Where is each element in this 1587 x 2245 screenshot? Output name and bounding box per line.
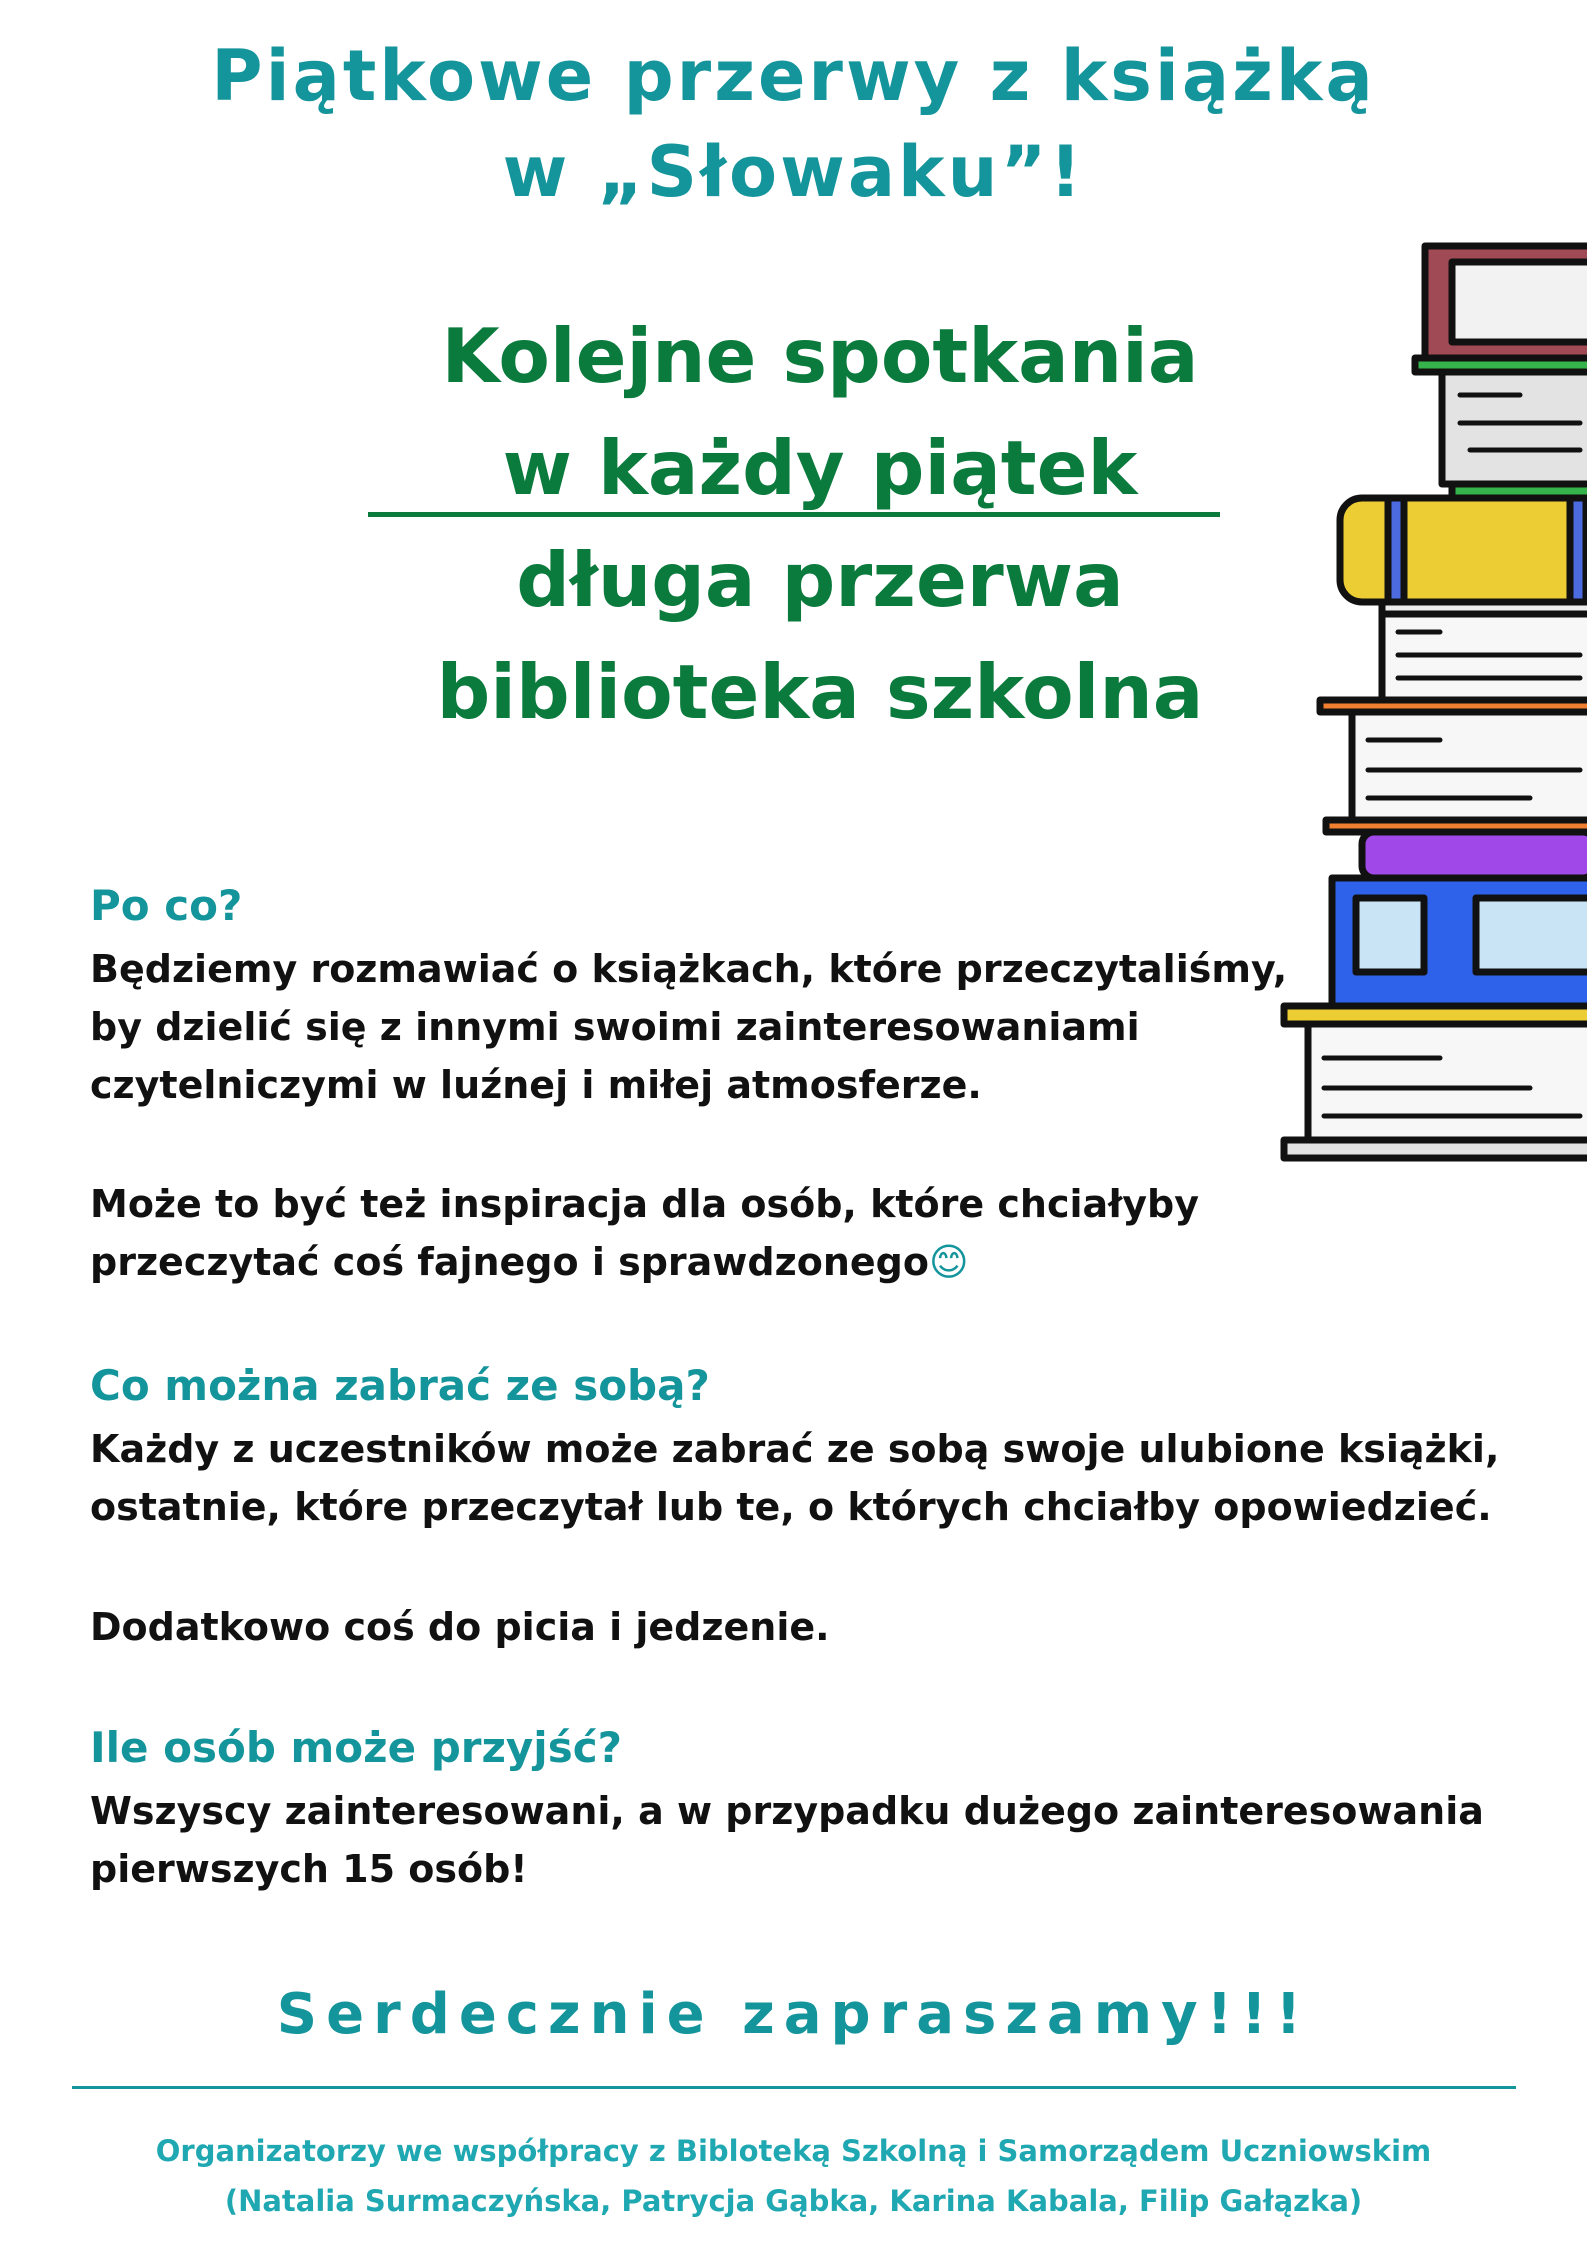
organizers-line-2: (Natalia Surmaczyńska, Patrycja Gąbka, Karina Kabala, Filip Gałązka)	[224, 2184, 1363, 2218]
teal-divider	[72, 2086, 1516, 2089]
green-divider	[368, 512, 1220, 517]
why-line-2: by dzielić się z innymi swoimi zainteresowaniami	[90, 1005, 1140, 1049]
event-info	[340, 300, 1300, 748]
why-extra-line-2	[90, 1233, 1199, 1291]
section-heading-bring: Co można zabrać ze sobą?	[90, 1361, 710, 1410]
page-title	[0, 28, 1587, 220]
section-heading-who: Ile osób może przyjść?	[90, 1723, 622, 1772]
why-extra-line-1: Może to być też inspiracja dla osób, które chciałyby	[90, 1182, 1199, 1226]
book-stack-icon	[1280, 240, 1587, 1170]
event-line-3: długa przerwa	[516, 536, 1124, 624]
title-line-1: Piątkowe przerwy z książką	[211, 35, 1376, 117]
organizers-footer	[0, 2126, 1587, 2226]
who-line-1: Wszyscy zainteresowani, a w przypadku dużego zainteresowania	[90, 1789, 1484, 1833]
section-heading-why: Po co?	[90, 881, 243, 930]
section-text-why	[90, 940, 1287, 1114]
why-line-3: czytelniczymi w luźnej i miłej atmosferze.	[90, 1063, 982, 1107]
title-line-2: w „Słowaku”!	[502, 131, 1085, 213]
event-line-1: Kolejne spotkania	[441, 312, 1199, 400]
section-text-bring-extra: Dodatkowo coś do picia i jedzenie.	[90, 1605, 830, 1649]
who-line-2: pierwszych 15 osób!	[90, 1847, 528, 1891]
why-line-1: Będziemy rozmawiać o książkach, które przeczytaliśmy,	[90, 947, 1288, 991]
bring-line-2: ostatnie, które przeczytał lub te, o których chciałby opowiedzieć.	[90, 1485, 1492, 1529]
smile-icon: 😊	[928, 1240, 969, 1284]
section-text-who	[90, 1782, 1484, 1898]
section-text-why-extra	[90, 1175, 1199, 1291]
why-extra-line-2-text: przeczytać coś fajnego i sprawdzonego	[90, 1240, 929, 1284]
organizers-line-1: Organizatorzy we współpracy z Bibloteką Szkolną i Samorządem Uczniowskim	[155, 2134, 1432, 2168]
event-line-2: w każdy piątek	[502, 424, 1138, 512]
closing-invitation: Serdecznie zapraszamy!!!	[276, 1982, 1311, 2047]
event-line-4: biblioteka szkolna	[436, 648, 1204, 736]
bring-line-1: Każdy z uczestników może zabrać ze sobą swoje ulubione książki,	[90, 1427, 1500, 1471]
section-text-bring	[90, 1420, 1499, 1536]
